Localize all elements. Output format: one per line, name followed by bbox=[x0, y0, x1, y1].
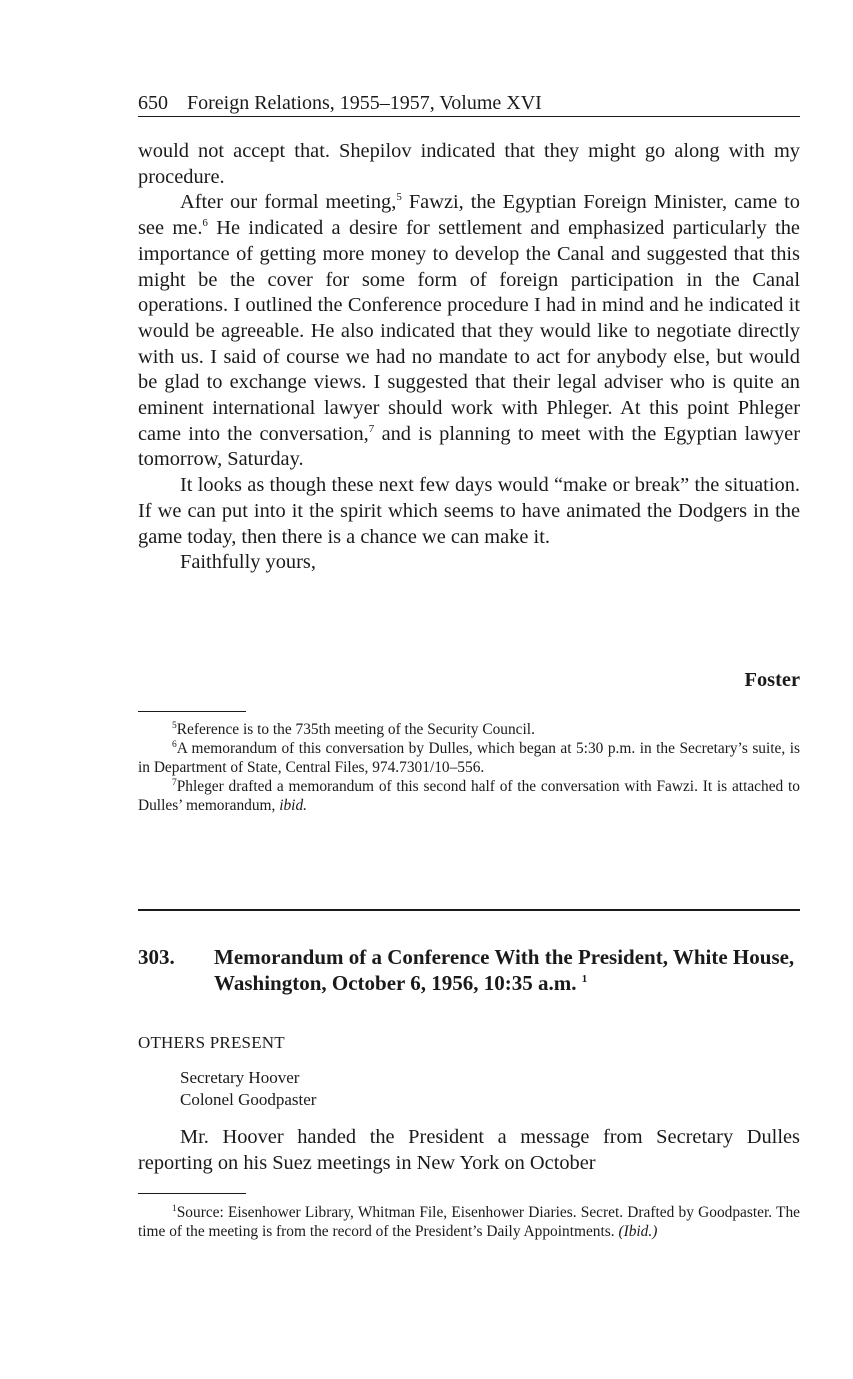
footnote-ref-5: 5 bbox=[396, 191, 402, 204]
footnote-ref-7: 7 bbox=[368, 422, 375, 435]
footnote-5-text: Reference is to the 735th meeting of the Security Council. bbox=[176, 721, 535, 738]
letter-paragraph-3: It looks as though these next few days would “make or break” the situation. If we can put into it the spirit which seems to have animated the Dodgers in the game today, then there is a chance we can make it. bbox=[138, 474, 800, 548]
document-title-wrap bbox=[214, 944, 800, 996]
others-present-label: OTHERS PRESENT bbox=[138, 1033, 285, 1052]
running-header bbox=[138, 90, 800, 117]
letter-paragraph-2-text-d: and is planning to meet with the Egyptian lawyer tomorrow, Saturday. bbox=[138, 422, 800, 471]
letter-closing: Faithfully yours, bbox=[180, 551, 316, 574]
signature: Foster bbox=[744, 669, 800, 691]
footnote-1-ref: (Ibid.) bbox=[618, 1223, 658, 1240]
attendee-item: Colonel Goodpaster bbox=[180, 1090, 317, 1109]
footnote-ref-6: 6 bbox=[202, 217, 208, 230]
page-number: 650 bbox=[138, 92, 168, 114]
footnote-7-text: Phleger drafted a memorandum of this second half of the conversation with Fawzi. It is attached to Dulles’ memorandum, bbox=[138, 778, 800, 814]
footnotes-top bbox=[138, 720, 800, 815]
document-number: 303. bbox=[138, 945, 175, 969]
footnote-5-number: 5 bbox=[172, 721, 177, 731]
footnote-6-number: 6 bbox=[172, 740, 177, 750]
letter-paragraph-2-text-a: After our formal meeting, bbox=[180, 191, 397, 214]
footnote-6 bbox=[138, 739, 800, 777]
footnote-divider-top bbox=[138, 711, 246, 712]
document-paragraph-1: Mr. Hoover handed the President a message from Secretary Dulles reporting on his Suez meetings in New York on October bbox=[138, 1126, 800, 1174]
attendee-item: Secretary Hoover bbox=[180, 1068, 300, 1087]
document-title-footnote-ref: 1 bbox=[581, 973, 588, 985]
letter-paragraph-2-text-c: He indicated a desire for settlement and emphasized particularly the importance of getting more money to develop the Canal and suggested that this might be the cover for some form of foreign participation in the Canal operations. I outlined the Conference procedure I had in mind and he indicated it would be agreeable. He also indicated that they would like to negotiate directly with us. I said of course we had no mandate to act for anybody else, but would be glad to exchange views. I suggested that their legal adviser who is quite an eminent international lawyer should work with Phleger. At this point Phleger came into the conversation, bbox=[138, 217, 800, 445]
document-heading bbox=[138, 944, 800, 996]
footnotes-bottom bbox=[138, 1203, 800, 1241]
footnote-7 bbox=[138, 777, 800, 815]
footnote-divider-bottom bbox=[138, 1193, 246, 1194]
document-title: Memorandum of a Conference With the President, White House, Washington, October 6, 1956, 10:35 a.m. bbox=[214, 945, 795, 995]
footnote-1-text: Source: Eisenhower Library, Whitman File, Eisenhower Diaries. Secret. Drafted by Goodpaster. The time of the meeting is from the record of the President’s Daily Appointments. bbox=[138, 1204, 800, 1240]
footnote-1-number: 1 bbox=[172, 1204, 177, 1214]
footnote-6-text: A memorandum of this conversation by Dulles, which began at 5:30 p.m. in the Secretary’s suite, is in Department of State, Central Files, 974.7301/10–556. bbox=[138, 740, 800, 776]
document-body bbox=[138, 1125, 800, 1176]
footnote-7-ref: ibid. bbox=[279, 797, 307, 814]
letter-paragraph-2-text-b: Fawzi, the Egyptian Foreign Minister, came to see me. bbox=[138, 191, 800, 240]
footnote-7-number: 7 bbox=[172, 778, 177, 788]
running-title: Foreign Relations, 1955–1957, Volume XVI bbox=[187, 92, 542, 114]
letter-paragraph-2 bbox=[138, 190, 800, 473]
document-divider bbox=[138, 909, 800, 911]
letter-paragraph-1: would not accept that. Shepilov indicated that they might go along with my procedure. bbox=[138, 140, 800, 188]
footnote-1 bbox=[138, 1203, 800, 1241]
letter-body bbox=[138, 139, 800, 576]
footnote-5 bbox=[138, 720, 800, 739]
